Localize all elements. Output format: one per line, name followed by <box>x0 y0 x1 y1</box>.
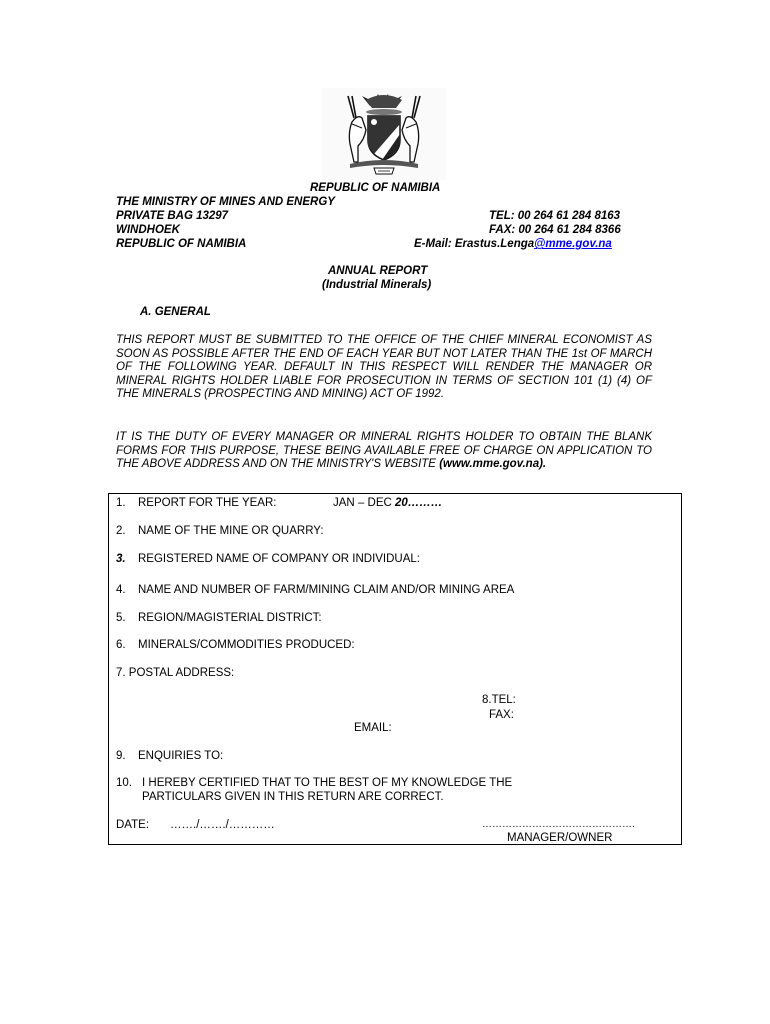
address-line-3: REPUBLIC OF NAMIBIA <box>116 238 247 250</box>
year-blank: 20……… <box>395 497 443 509</box>
item-number: 10. <box>116 777 132 789</box>
duty-paragraph <box>116 431 652 472</box>
coat-of-arms-emblem <box>322 88 446 180</box>
form-item-minerals[interactable] <box>116 639 355 651</box>
form-item-year <box>116 497 276 509</box>
form-item-region[interactable] <box>116 612 322 624</box>
form-item-farm-claim[interactable] <box>116 584 514 596</box>
form-item-mine-name[interactable] <box>116 525 324 537</box>
tel-label[interactable]: 8.TEL: <box>482 694 516 706</box>
fax-label[interactable]: FAX: <box>489 709 514 721</box>
region-label: REGION/MAGISTERIAL DISTRICT: <box>138 612 322 624</box>
enquiries-label: ENQUIRIES TO: <box>138 750 224 762</box>
report-subtitle: (Industrial Minerals) <box>322 279 432 291</box>
country-heading: REPUBLIC OF NAMIBIA <box>310 182 441 194</box>
certification-line-1: I HEREBY CERTIFIED THAT TO THE BEST OF MY KNOWLEDGE THE <box>142 777 513 789</box>
item-number: 9. <box>116 750 126 762</box>
postal-address-label[interactable]: 7. POSTAL ADDRESS: <box>116 667 235 679</box>
email-domain-link[interactable]: @mme.gov.na <box>534 238 612 250</box>
email-label[interactable]: EMAIL: <box>354 722 392 734</box>
form-item-enquiries[interactable] <box>116 750 223 762</box>
address-line-2: WINDHOEK <box>116 224 180 236</box>
form-item-company-name[interactable] <box>116 553 420 565</box>
fax-number: FAX: 00 264 61 284 8366 <box>489 224 621 236</box>
item-number: 2. <box>116 525 126 537</box>
company-name-label: REGISTERED NAME OF COMPANY OR INDIVIDUAL: <box>138 553 421 565</box>
farm-claim-label: NAME AND NUMBER OF FARM/MINING CLAIM AND/OR MINING AREA <box>138 584 515 596</box>
telephone-number: TEL: 00 264 61 284 8163 <box>489 210 621 222</box>
signature-label: MANAGER/OWNER <box>507 832 613 844</box>
submission-instructions-paragraph: THIS REPORT MUST BE SUBMITTED TO THE OFFICE OF THE CHIEF MINERAL ECONOMIST AS SOON AS POSSIBLE AFTER THE END OF EACH YEAR BUT NOT LATER THAN THE 1st OF MARCH OF THE FOLLOWING YEAR. DEFAULT IN THIS RESPECT WILL RENDER THE MANAGER OR MINERAL RIGHTS HOLDER LIABLE FOR PROSECUTION IN TERMS OF SECTION 101 (1) (4) OF THE MINERALS (PROSPECTING AND MINING) ACT OF 1992. <box>116 334 652 401</box>
report-title: ANNUAL REPORT <box>328 265 428 277</box>
contact-email <box>414 238 612 250</box>
minerals-label: MINERALS/COMMODITIES PRODUCED: <box>138 639 355 651</box>
address-line-1: PRIVATE BAG 13297 <box>116 210 229 222</box>
date-field[interactable] <box>116 819 275 831</box>
item-number: 3. <box>116 553 126 565</box>
certification-line-2: PARTICULARS GIVEN IN THIS RETURN ARE CORRECT. <box>142 791 444 803</box>
signature-line[interactable]: ………………………………………. <box>482 819 635 830</box>
report-year-label: REPORT FOR THE YEAR: <box>138 497 277 509</box>
mine-name-label: NAME OF THE MINE OR QUARRY: <box>138 525 324 537</box>
ministry-name: THE MINISTRY OF MINES AND ENERGY <box>116 196 335 208</box>
certification-statement <box>116 777 512 789</box>
period-text: JAN – DEC <box>333 497 392 509</box>
item-number: 4. <box>116 584 126 596</box>
item-number: 5. <box>116 612 126 624</box>
report-year-value[interactable] <box>333 497 442 509</box>
date-blank: ……./……./………… <box>170 819 275 831</box>
email-user: E-Mail: Erastus.Lenga <box>414 238 535 250</box>
item-number: 6. <box>116 639 126 651</box>
website-address: (www.mme.gov.na). <box>439 458 547 471</box>
section-heading-general: A. GENERAL <box>140 306 211 318</box>
duty-paragraph-text: IT IS THE DUTY OF EVERY MANAGER OR MINERAL RIGHTS HOLDER TO OBTAIN THE BLANK FORMS FOR THIS PURPOSE, THESE BEING AVAILABLE FREE OF CHARGE ON APPLICATION TO THE ABOVE ADDRESS AND ON THE MINISTRY'S WEBSITE <box>116 431 652 471</box>
item-number: 1. <box>116 497 126 509</box>
date-label: DATE: <box>116 819 150 831</box>
